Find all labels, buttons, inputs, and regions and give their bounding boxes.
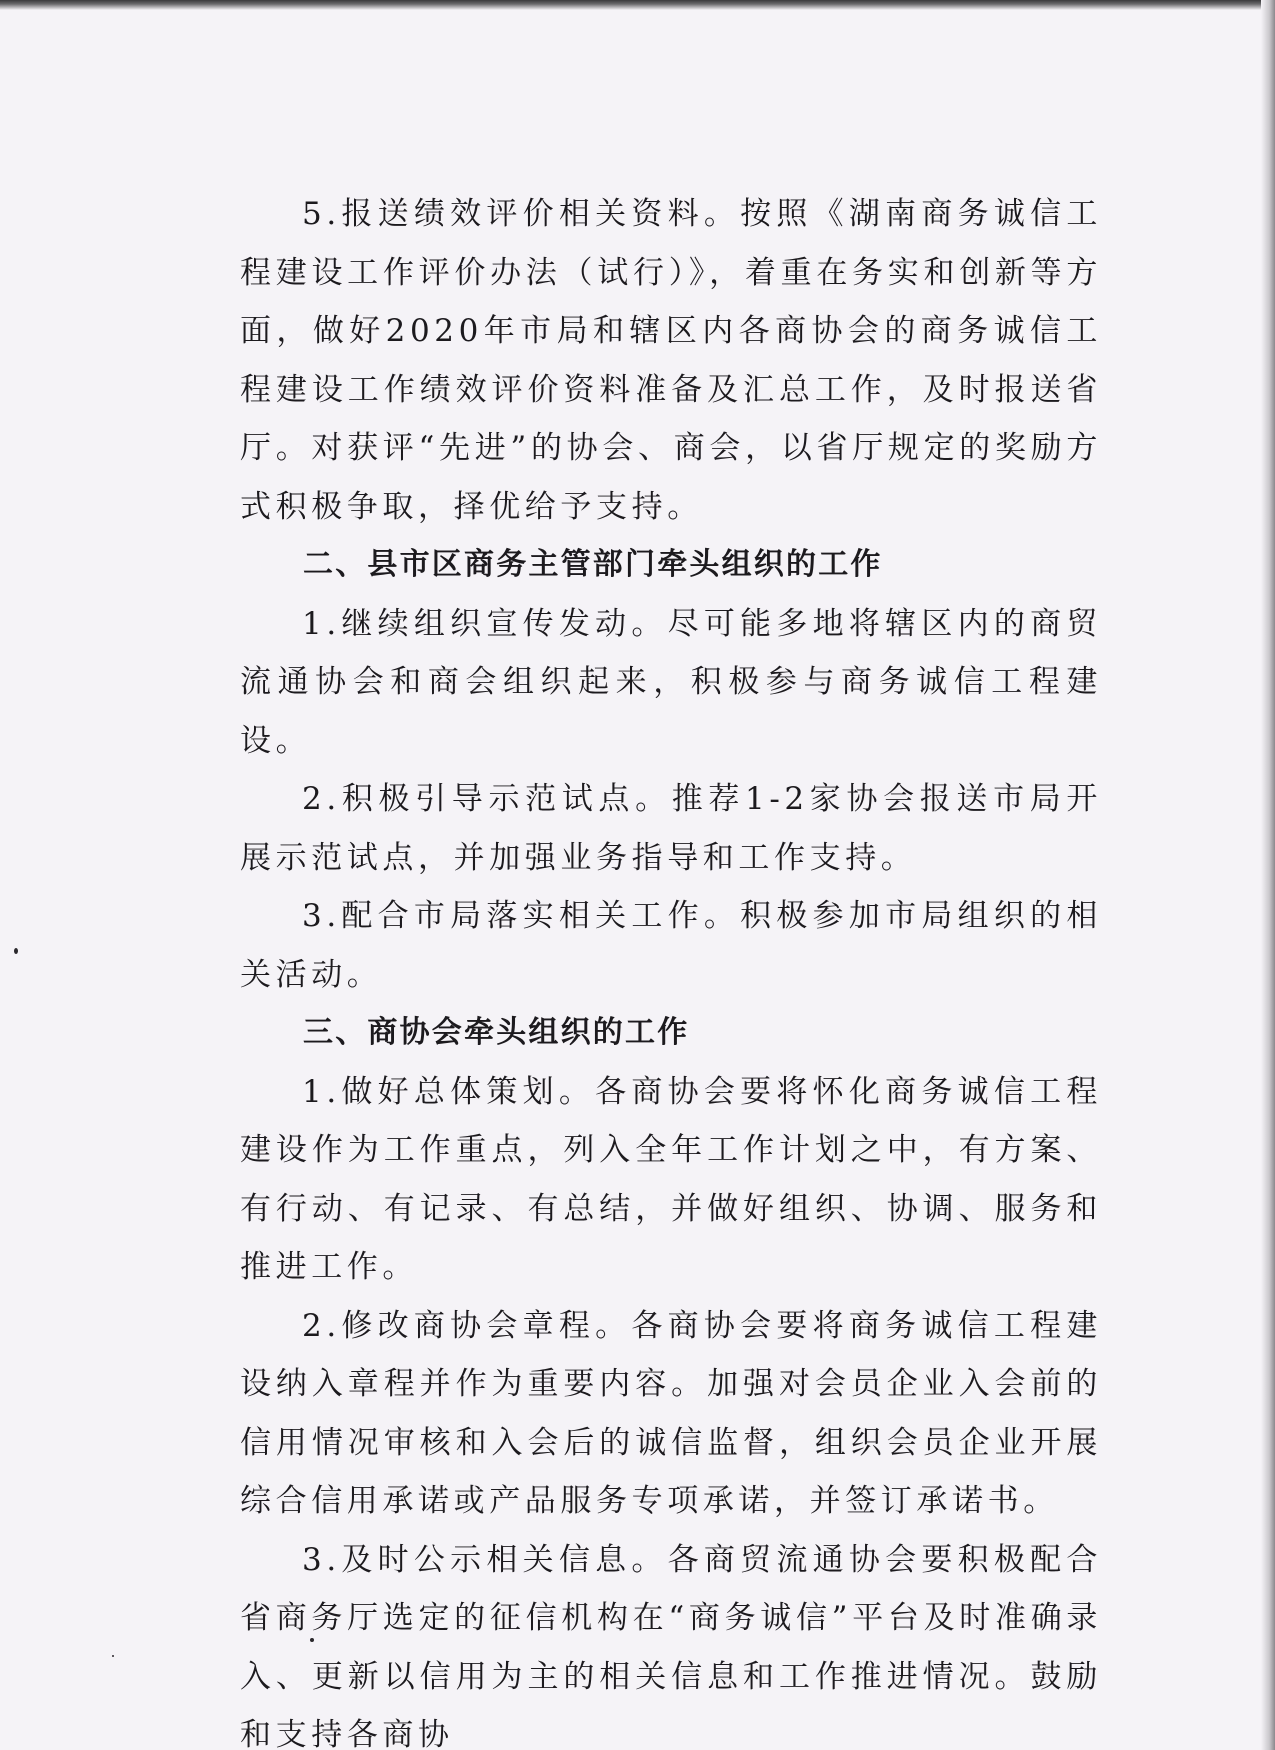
scan-speck <box>14 948 18 954</box>
section-three-item-3: 3.及时公示相关信息。各商贸流通协会要积极配合省商务厅选定的征信机构在“商务诚信”平台及时准确录入、更新以信用为主的相关信息和工作推进情况。鼓励和支持各商协 <box>240 1541 1102 1750</box>
section-two-item-2: 2.积极引导示范试点。推荐1-2家协会报送市局开展示范试点，并加强业务指导和工作支持。 <box>240 781 1102 876</box>
document-body <box>240 185 1102 1750</box>
scan-top-shadow <box>0 0 1275 10</box>
scan-speck <box>112 1655 114 1657</box>
section-two-item-1: 1.继续组织宣传发动。尽可能多地将辖区内的商贸流通协会和商会组织起来，积极参与商务诚信工程建设。 <box>240 605 1102 759</box>
paragraph-report-materials: 5.报送绩效评价相关资料。按照《湖南商务诚信工程建设工作评价办法（试行）》，着重在务实和创新等方面，做好2020年市局和辖区内各商协会的商务诚信工程建设工作绩效评价资料准备及汇总工作，及时报送省厅。对获评“先进”的协会、商会，以省厅规定的奖励方式积极争取，择优给予支持。 <box>240 196 1102 525</box>
section-three-item-1: 1.做好总体策划。各商协会要将怀化商务诚信工程建设作为工作重点，列入全年工作计划之中，有方案、有行动、有记录、有总结，并做好组织、协调、服务和推进工作。 <box>240 1073 1102 1285</box>
scan-speck <box>310 1638 314 1642</box>
scan-right-shadow <box>1261 0 1275 1750</box>
section-two-heading: 二、县市区商务主管部门牵头组织的工作 <box>303 547 883 582</box>
section-two-item-3: 3.配合市局落实相关工作。积极参加市局组织的相关活动。 <box>240 898 1102 993</box>
section-three-heading: 三、商协会牵头组织的工作 <box>303 1015 690 1050</box>
section-three-item-2: 2.修改商协会章程。各商协会要将商务诚信工程建设纳入章程并作为重要内容。加强对会员企业入会前的信用情况审核和入会后的诚信监督，组织会员企业开展综合信用承诺或产品服务专项承诺，并签订承诺书。 <box>240 1307 1102 1519</box>
